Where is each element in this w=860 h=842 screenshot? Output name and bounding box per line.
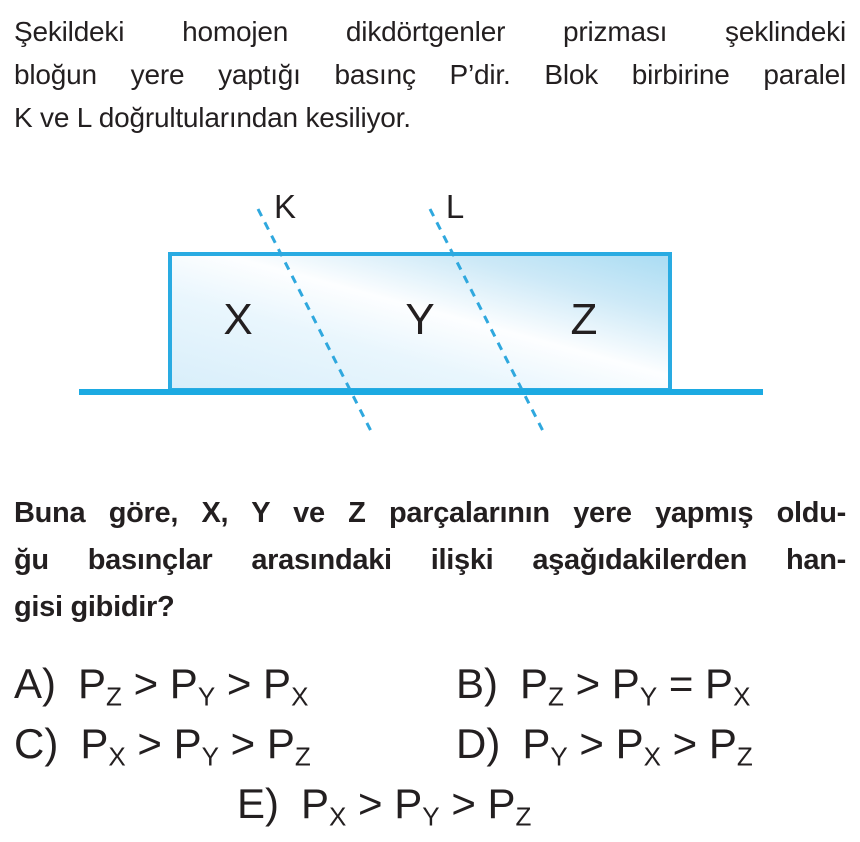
intro-line-1: Şekildeki homojen dikdörtgenler prizması şeklindeki — [14, 16, 846, 47]
intro-paragraph — [14, 10, 846, 139]
question-text — [14, 490, 846, 631]
block-label-y: Y — [405, 295, 435, 344]
pressure-diagram — [0, 190, 860, 455]
block-label-x: X — [223, 295, 253, 344]
option-e-formula: $P_X > P_Y > P_Z$ — [301, 780, 532, 832]
intro-line-2: bloğun yere yaptığı basınç P’dir. Blok birbirine paralel — [14, 59, 846, 90]
block-label-z: Z — [570, 295, 598, 344]
intro-line-3: K ve L doğrultularından kesiliyor. — [14, 102, 411, 133]
question-line-2: ğu basınçlar arasındaki ilişki aşağıdakilerden han- — [14, 544, 846, 576]
option-b-label: B) — [456, 660, 498, 707]
question-line-1: Buna göre, X, Y ve Z parçalarının yere yapmış oldu- — [14, 497, 846, 529]
option-a-label: A) — [14, 660, 56, 707]
option-b-formula: $P_Z > P_Y = P_X$ — [520, 660, 751, 712]
option-d-formula: $P_Y > P_X > P_Z$ — [522, 720, 753, 772]
option-c-formula: $P_X > P_Y > P_Z$ — [80, 720, 311, 772]
option-c — [14, 714, 456, 774]
question-line-3: gisi gibidir? — [14, 591, 175, 623]
answer-options — [0, 654, 860, 834]
option-d — [456, 714, 860, 774]
option-d-label: D) — [456, 720, 501, 767]
option-a-formula: $P_Z > P_Y > P_X$ — [78, 660, 309, 712]
option-b — [456, 654, 860, 714]
question-page — [0, 10, 860, 842]
option-a — [14, 654, 456, 714]
option-e-label: E) — [237, 780, 279, 827]
option-c-label: C) — [14, 720, 59, 767]
option-e — [237, 774, 860, 834]
cut-label-k: K — [273, 190, 297, 225]
cut-label-l: L — [445, 190, 465, 225]
